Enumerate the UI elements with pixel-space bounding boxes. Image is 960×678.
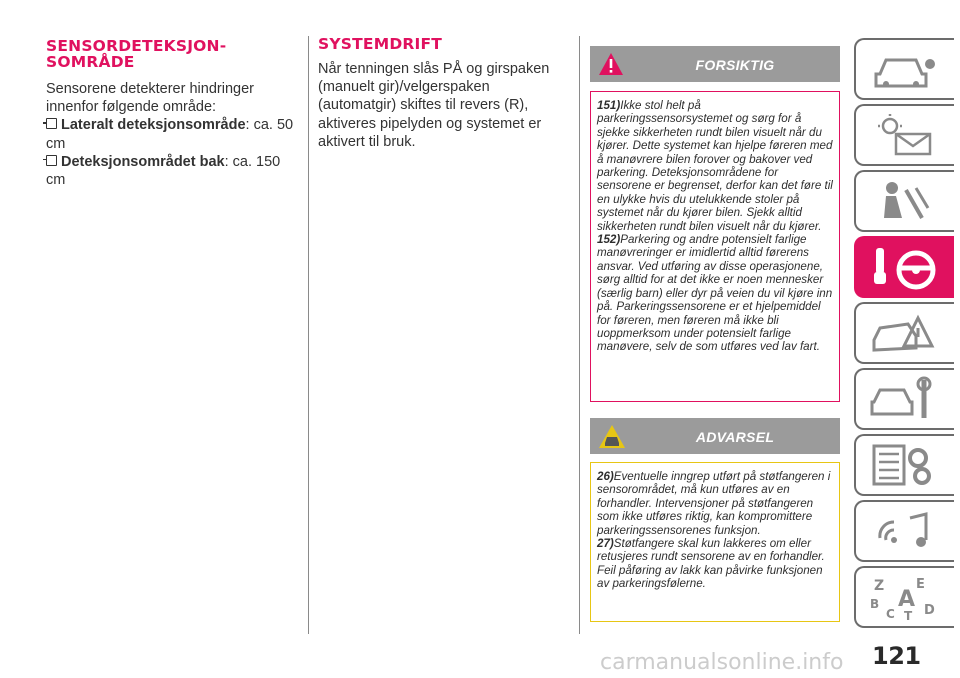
tab-starting-driving[interactable] bbox=[854, 236, 954, 298]
note-number: 26) bbox=[597, 470, 614, 483]
tab-maintenance[interactable] bbox=[854, 368, 954, 430]
tab-multimedia[interactable] bbox=[854, 500, 954, 562]
rear-value: : ca. 150 cm bbox=[46, 153, 281, 189]
column-divider bbox=[579, 36, 580, 634]
seat-airbag-icon bbox=[866, 178, 946, 224]
column-left bbox=[46, 0, 294, 189]
index-letter: B bbox=[870, 597, 880, 611]
warning-lights-envelope-icon bbox=[866, 112, 946, 158]
lateral-value: : ca. 50 cm bbox=[46, 117, 294, 152]
advarsel-box bbox=[590, 462, 840, 622]
column-divider bbox=[308, 36, 309, 634]
danger-triangle-icon bbox=[598, 52, 624, 76]
key-steering-wheel-icon bbox=[866, 244, 946, 290]
index-letter: A bbox=[898, 587, 916, 612]
index-letter: C bbox=[886, 607, 895, 620]
car-dashboard-icon bbox=[866, 46, 946, 92]
note-text: Eventuelle inngrep utført på støtfangeren i sensorområdet, må kun utføres av en forhandler. Intervensjoner på støtfangeren som ikke utføres riktig, kan kompromittere parkeringssensorenes funksjon. bbox=[597, 470, 831, 537]
caution-header bbox=[590, 46, 840, 82]
title-line-1: SENSORDETEKSJON- bbox=[46, 37, 227, 55]
note-text: Parkering og andre potensielt farlige manøvreringer er imidlertid alltid førerens ansvar. Ved utføring av disse operasjonene, sørg alltid for at det ikke er noen mennesker (særlig barn) eller dyr på veien du vil kjøre inn på. Parkeringssensorene er et hjelpemiddel for føreren, men føreren må ikke bli uoppmerksom under potensielt farlige manøvere, selv de som utføres ved lav fart. bbox=[597, 233, 833, 354]
index-letter: Z bbox=[874, 578, 885, 594]
title-line-2: SOMRÅDE bbox=[46, 53, 135, 71]
multimedia-music-icon bbox=[866, 508, 946, 554]
note-number: 152) bbox=[597, 233, 621, 247]
index-letter: T bbox=[904, 609, 913, 620]
caution-title: FORSIKTIG bbox=[695, 57, 775, 73]
tab-warning-lights[interactable] bbox=[854, 104, 954, 166]
bullet-box-icon bbox=[46, 118, 57, 129]
lateral-label: Lateralt deteksjonsområde bbox=[61, 117, 246, 134]
tab-dashboard[interactable] bbox=[854, 38, 954, 100]
intro-text: Sensorene detekterer hindringer innenfor følgende område: bbox=[46, 81, 254, 116]
bullet-box-icon bbox=[46, 155, 57, 166]
note-text: Ikke stol helt på parkeringssensorsystemet og sørg for å sjekke sikkerheten rundt bilen visuelt når du kjører. Dette systemet kan hjelpe føreren med å manøvrere bilen forover og bakover ved parkering. Deteksjonsområdene for sensorene er begrenset, derfor kan det føre til en ulykke hvis du utelukkende stoler på systemet når du kjører bilen. Sjekk alltid sikkerheten rundt bilen visuelt når du kjører. bbox=[597, 99, 833, 233]
system-operation-text: Når tenningen slås PÅ og girspaken (manuelt gir)/velgerspaken (automatgir) skiftes til revers (R), aktiveres pipelyden og systemet er aktivert til bruk. bbox=[318, 61, 550, 150]
watermark: carmanualsonline.info bbox=[600, 650, 844, 675]
advarsel-header bbox=[590, 418, 840, 454]
caution-box bbox=[590, 91, 840, 402]
page-number: 121 bbox=[872, 642, 921, 670]
index-letter: D bbox=[924, 603, 935, 618]
car-wrench-icon bbox=[866, 376, 946, 422]
tab-index[interactable] bbox=[854, 566, 954, 628]
detection-intro bbox=[46, 80, 294, 189]
spec-list-gears-icon bbox=[866, 442, 946, 488]
column-right bbox=[590, 0, 842, 678]
car-accident-icon bbox=[866, 310, 946, 356]
rear-label: Deteksjonsområdet bak bbox=[61, 153, 225, 170]
advarsel-title: ADVARSEL bbox=[695, 429, 775, 445]
note-number: 151) bbox=[597, 99, 621, 112]
note-number: 27) bbox=[597, 537, 614, 551]
alphabet-index-icon bbox=[866, 574, 946, 620]
car-warning-icon bbox=[598, 424, 626, 450]
section-title-detection-area bbox=[46, 38, 294, 70]
column-middle bbox=[318, 0, 570, 151]
note-text: Støtfangere skal kun lakkeres om eller retusjeres rundt sensorene av en forhandler. Feil påføring av lakk kan påvirke funksjonen av parkeringsfølerne. bbox=[597, 537, 825, 591]
tab-technical-data[interactable] bbox=[854, 434, 954, 496]
index-letter: E bbox=[916, 577, 925, 592]
tab-safety[interactable] bbox=[854, 170, 954, 232]
tab-emergency[interactable] bbox=[854, 302, 954, 364]
section-title-system-operation: SYSTEMDRIFT bbox=[318, 35, 443, 53]
